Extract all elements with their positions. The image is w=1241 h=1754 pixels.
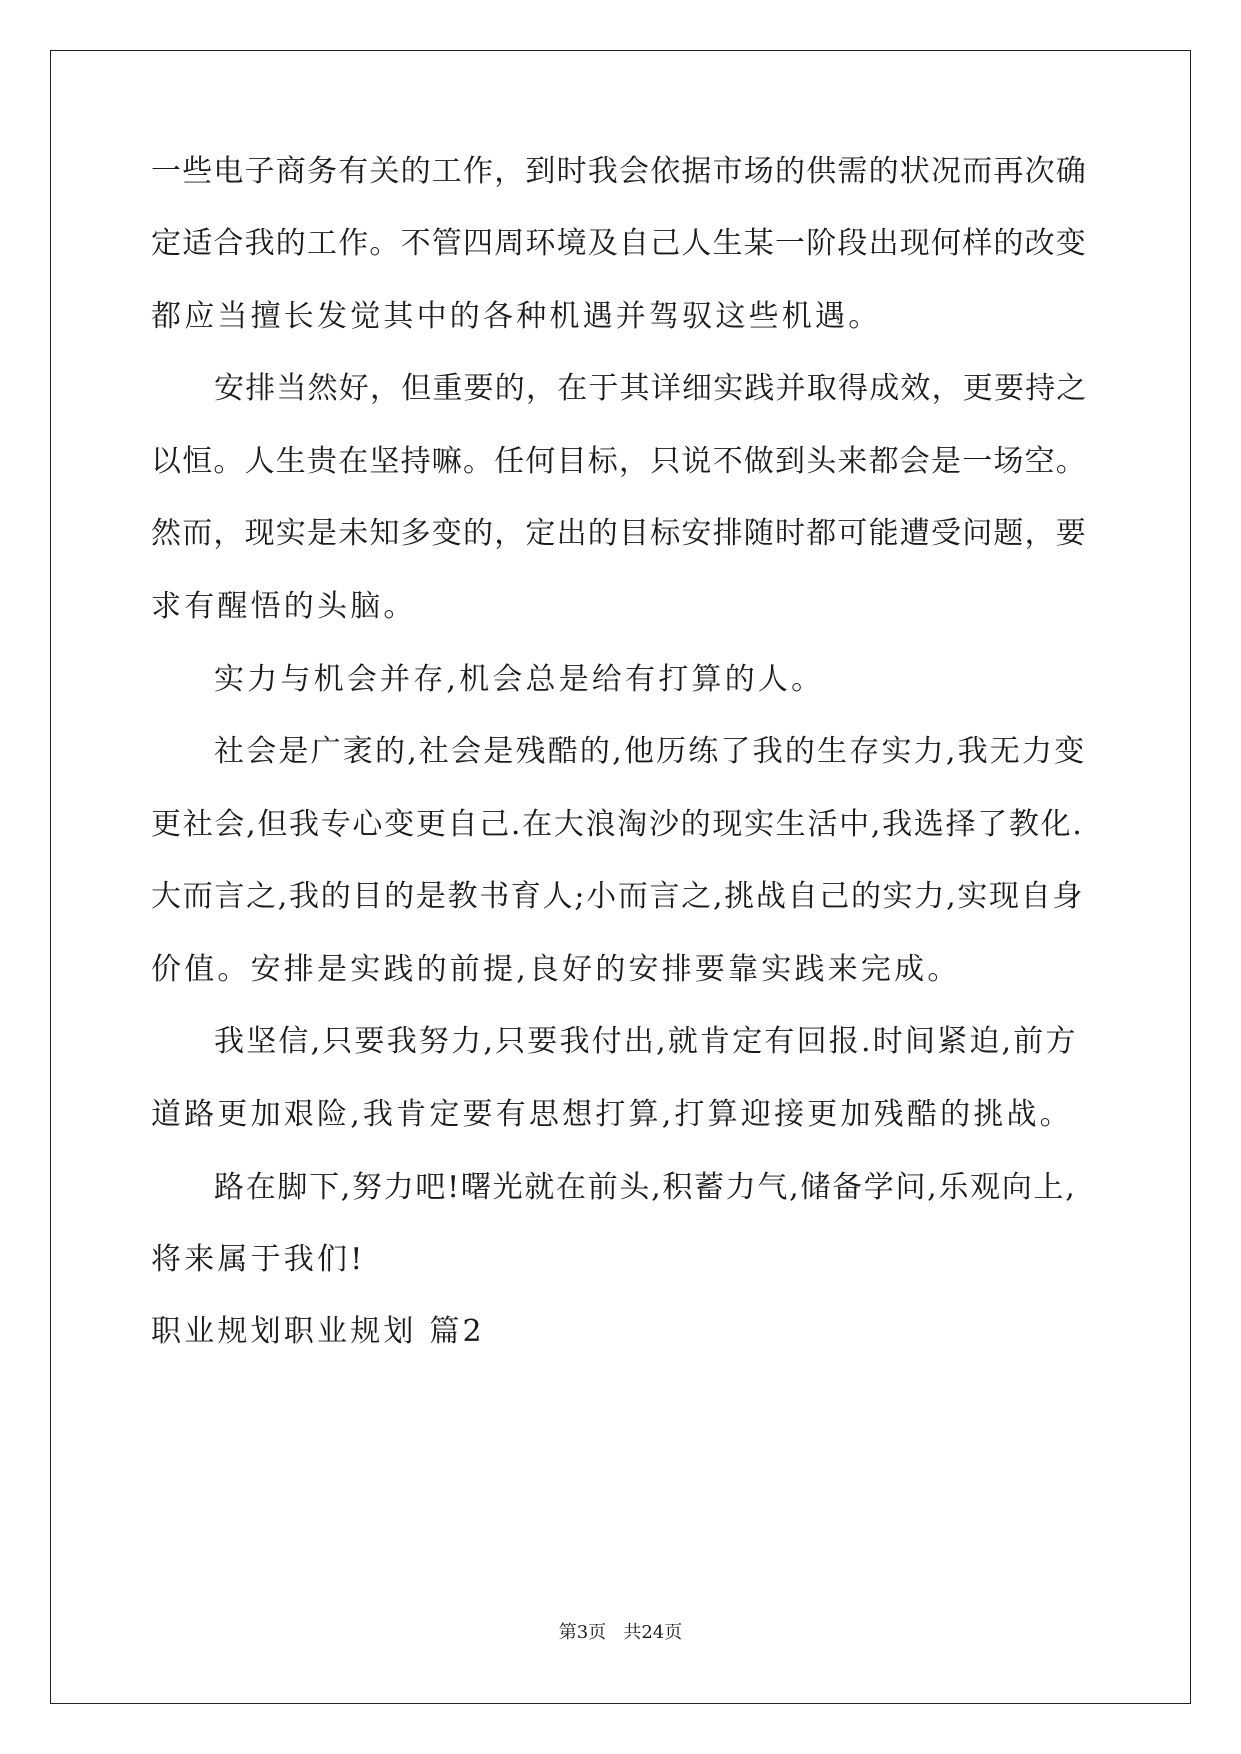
page-footer: 第3页 共24页	[558, 1622, 683, 1643]
text-line-15: 路在脚下,努力吧!曙光就在前头,积蓄力气,储备学问,乐观向上,	[214, 1170, 1077, 1205]
text-line-1: 一些电子商务有关的工作，到时我会依据市场的供需的状况而再次确	[151, 154, 1087, 189]
text-line-16: 将来属于我们!	[151, 1242, 366, 1277]
text-line-11: 大而言之,我的目的是教书育人;小而言之,挑战自己的实力,实现自身	[151, 879, 1085, 914]
text-line-7: 求有醒悟的头脑。	[151, 589, 417, 624]
text-line-12: 价值。安排是实践的前提,良好的安排要靠实践来完成。	[151, 952, 961, 987]
section-heading: 职业规划职业规划 篇2	[151, 1314, 485, 1349]
text-line-9: 社会是广袤的,社会是残酷的,他历练了我的生存实力,我无力变	[214, 734, 1087, 769]
text-line-13: 我坚信,只要我努力,只要我付出,就肯定有回报.时间紧迫,前方	[214, 1024, 1078, 1059]
text-line-3: 都应当擅长发觉其中的各种机遇并驾驭这些机遇。	[151, 299, 882, 334]
text-line-8: 实力与机会并存,机会总是给有打算的人。	[214, 662, 825, 697]
text-line-4: 安排当然好，但重要的，在于其详细实践并取得成效，更要持之	[214, 371, 1088, 406]
text-line-5: 以恒。人生贵在坚持嘛。任何目标，只说不做到头来都会是一场空。	[151, 444, 1087, 479]
text-line-10: 更社会,但我专心变更自己.在大浪淘沙的现实生活中,我选择了教化.	[151, 807, 1084, 842]
text-line-6: 然而，现实是未知多变的，定出的目标安排随时都可能遭受问题，要	[151, 516, 1087, 551]
text-line-2: 定适合我的工作。不管四周环境及自己人生某一阶段出现何样的改变	[151, 226, 1087, 261]
text-line-14: 道路更加艰险,我肯定要有思想打算,打算迎接更加残酷的挑战。	[151, 1097, 1073, 1132]
